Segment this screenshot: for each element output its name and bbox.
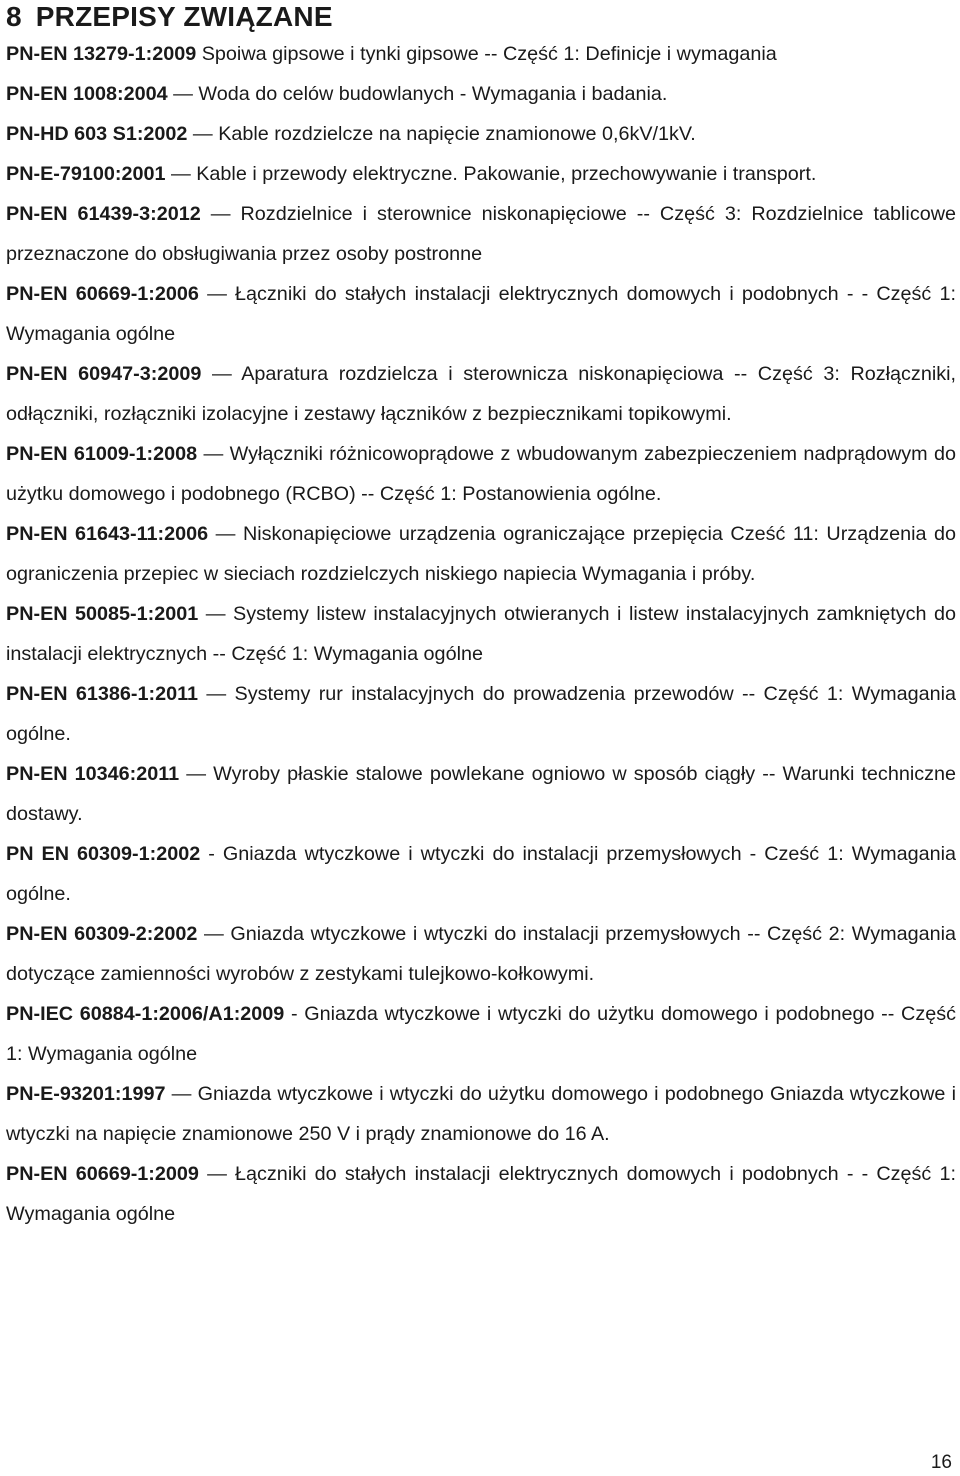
page-number: 16 [930, 1452, 952, 1473]
standard-description: - Gniazda wtyczkowe i wtyczki do instalacji przemysłowych - Cześć 1: Wymagania ogólne. [6, 843, 957, 905]
standard-code: PN-E-79100:2001 [6, 163, 166, 185]
section-heading [6, 0, 956, 34]
standard-description: — Wyroby płaskie stalowe powlekane ogniowo w sposób ciągły -- Warunki techniczne dostawy. [6, 763, 956, 825]
document-page [6, 0, 956, 1234]
standard-description: — Systemy rur instalacyjnych do prowadzenia przewodów -- Część 1: Wymagania ogólne. [6, 683, 956, 745]
standard-description: — Wyłączniki różnicowoprądowe z wbudowanym zabezpieczeniem nadprądowym do użytku domowego i podobnego (RCBO) -- Część 1: Postanowienia ogólne. [6, 443, 956, 505]
standard-code: PN-EN 61386-1:2011 [6, 683, 198, 705]
standard-code: PN-EN 13279-1:2009 [6, 43, 197, 65]
standard-code: PN-EN 10346:2011 [6, 763, 180, 785]
standard-code: PN-EN 1008:2004 [6, 83, 168, 105]
standard-description: — Łączniki do stałych instalacji elektrycznych domowych i podobnych - - Część 1: Wymagania ogólne [6, 1163, 956, 1225]
standard-entry [6, 434, 956, 514]
standard-code: PN-EN 60309-2:2002 [6, 923, 198, 945]
standard-code: PN-EN 60669-1:2006 [6, 283, 199, 305]
standard-description: — Gniazda wtyczkowe i wtyczki do użytku domowego i podobnego Gniazda wtyczkowe i wtyczki na napięcie znamionowe 250 V i prądy znamionowe do 16 A. [6, 1083, 956, 1145]
standard-code: PN-EN 50085-1:2001 [6, 603, 199, 625]
standard-description: — Aparatura rozdzielcza i sterownicza niskonapięciowa -- Część 3: Rozłączniki, odłączniki, rozłączniki izolacyjne i zestawy łączników z bezpiecznikami topikowymi. [6, 363, 956, 425]
standard-description: - Gniazda wtyczkowe i wtyczki do użytku domowego i podobnego -- Część 1: Wymagania ogólne [6, 1003, 956, 1065]
standard-description: — Woda do celów budowlanych - Wymagania i badania. [167, 83, 668, 105]
standard-code: PN-HD 603 S1:2002 [6, 123, 188, 145]
standard-code: PN-IEC 60884-1:2006/A1:2009 [6, 1003, 285, 1025]
standard-description: — Rozdzielnice i sterownice niskonapięciowe -- Część 3: Rozdzielnice tablicowe przeznaczone do obsługiwania przez osoby postronne [6, 203, 956, 265]
standards-list [6, 34, 956, 1234]
standard-description: — Łączniki do stałych instalacji elektrycznych domowych i podobnych - - Część 1: Wymagania ogólne [6, 283, 956, 345]
standard-description: — Kable i przewody elektryczne. Pakowanie, przechowywanie i transport. [165, 163, 817, 185]
standard-description: — Gniazda wtyczkowe i wtyczki do instalacji przemysłowych -- Część 2: Wymagania dotyczące zamienności wyrobów z zestykami tulejkowo-kołkowymi. [6, 923, 956, 985]
standard-entry [6, 354, 956, 434]
standard-entry [6, 34, 956, 74]
standard-entry [6, 594, 956, 674]
standard-description: — Niskonapięciowe urządzenia ograniczające przepięcia Cześć 11: Urządzenia do ograniczenia przepiec w sieciach rozdzielczych niskiego napiecia Wymagania i próby. [6, 523, 956, 585]
standard-entry [6, 514, 956, 594]
standard-code: PN-EN 60947-3:2009 [6, 363, 202, 385]
standard-entry [6, 74, 956, 114]
standard-entry [6, 274, 956, 354]
standard-description: — Kable rozdzielcze na napięcie znamionowe 0,6kV/1kV. [187, 123, 696, 145]
standard-code: PN-E-93201:1997 [6, 1083, 166, 1105]
section-number: 8 [6, 1, 22, 32]
standard-code: PN-EN 61643-11:2006 [6, 523, 209, 545]
standard-entry [6, 1074, 956, 1154]
section-title: PRZEPISY ZWIĄZANE [35, 1, 333, 32]
standard-description: — Systemy listew instalacyjnych otwieranych i listew instalacyjnych zamkniętych do instalacji elektrycznych -- Część 1: Wymagania ogólne [6, 603, 956, 665]
standard-code: PN-EN 61439-3:2012 [6, 203, 201, 225]
standard-entry [6, 754, 956, 834]
standard-description: Spoiwa gipsowe i tynki gipsowe -- Część 1: Definicje i wymagania [196, 43, 777, 65]
standard-code: PN-EN 61009-1:2008 [6, 443, 198, 465]
standard-entry [6, 194, 956, 274]
standard-entry [6, 154, 956, 194]
standard-entry [6, 1154, 956, 1234]
standard-entry [6, 834, 956, 914]
standard-entry [6, 674, 956, 754]
standard-entry [6, 994, 956, 1074]
standard-code: PN-EN 60669-1:2009 [6, 1163, 199, 1185]
standard-entry [6, 114, 956, 154]
standard-code: PN EN 60309-1:2002 [6, 843, 201, 865]
standard-entry [6, 914, 956, 994]
